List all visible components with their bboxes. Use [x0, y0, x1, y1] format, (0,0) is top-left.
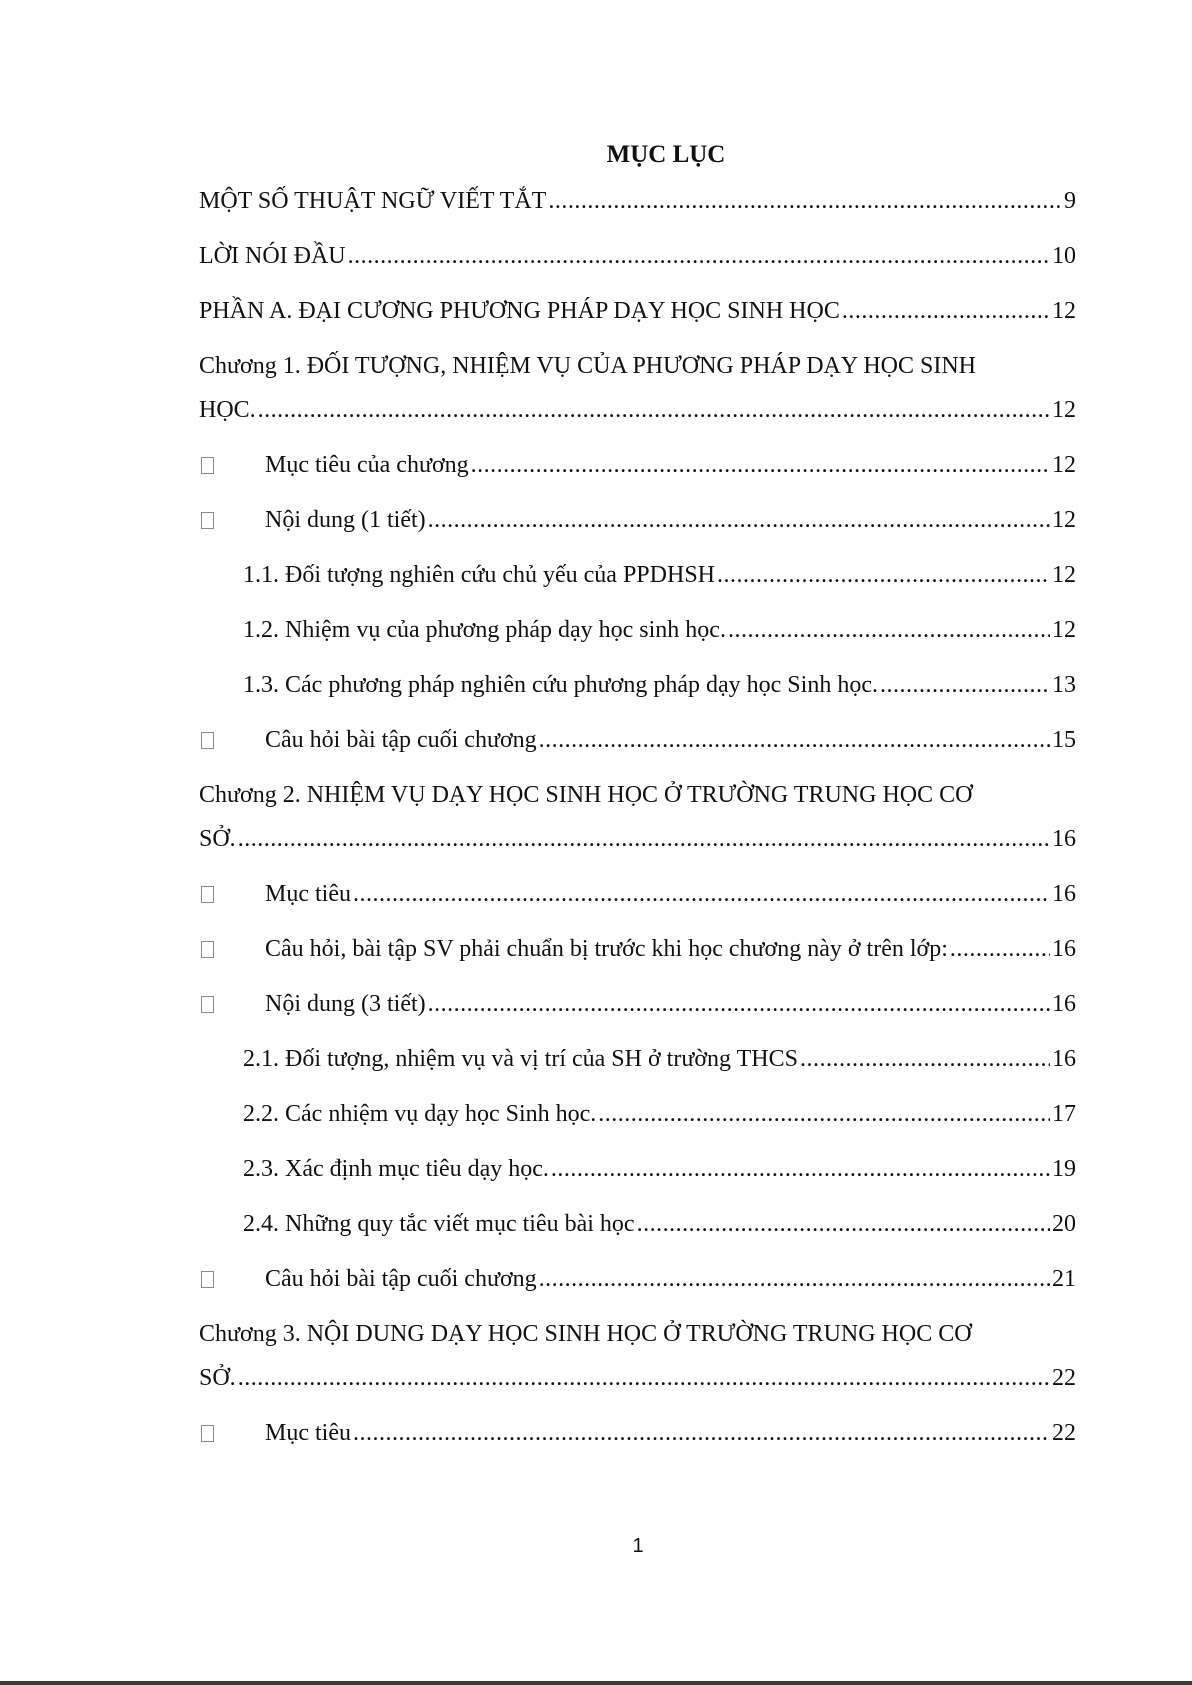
dot-leader [428, 502, 1050, 538]
toc-page-number: 13 [1052, 672, 1076, 698]
toc-entry-1-2[interactable] [199, 612, 1076, 667]
toc-entry-text-end: SỞ. [199, 1365, 236, 1391]
toc-entry-chapter-1[interactable] [199, 348, 1076, 447]
toc-entry-continuation [199, 392, 1076, 428]
toc-page-number: 17 [1052, 1101, 1076, 1127]
toc-entry-text: LỜI NÓI ĐẦU [199, 243, 346, 269]
dot-leader [539, 1261, 1050, 1297]
toc-page-number: 21 [1052, 1266, 1076, 1292]
toc-entry-text: Nội dung (3 tiết) [265, 991, 426, 1017]
toc-page-number: 19 [1052, 1156, 1076, 1182]
toc-entry-text: 1.1. Đối tượng nghiên cứu chủ yếu của PPDHSH [243, 562, 715, 588]
dot-leader [728, 612, 1050, 648]
toc-title: MỤC LỤC [606, 141, 726, 168]
toc-entry-continuation [199, 1360, 1076, 1396]
toc-entry-continuation [199, 821, 1076, 857]
toc-page-number: 16 [1052, 826, 1076, 852]
toc-entry-ch2-content[interactable] [199, 986, 1076, 1041]
toc-entry-ch2-questions[interactable] [199, 1261, 1076, 1316]
toc-page-number: 12 [1052, 452, 1076, 478]
toc-entry-ch1-questions[interactable] [199, 722, 1076, 777]
toc-entry-text: Câu hỏi bài tập cuối chương [265, 727, 537, 753]
toc-entry-ch1-objectives[interactable] [199, 447, 1076, 502]
toc-entry-1-1[interactable] [199, 557, 1076, 612]
bullet-box-icon [201, 732, 214, 749]
toc-entry-text: 2.3. Xác định mục tiêu dạy học. [243, 1156, 549, 1182]
toc-entry-text: 2.1. Đối tượng, nhiệm vụ và vị trí của SH ở trường THCS [243, 1046, 798, 1072]
toc-page-number: 16 [1052, 936, 1076, 962]
dot-leader [637, 1206, 1050, 1242]
page-bottom-edge [0, 1681, 1192, 1685]
bullet-box-icon [201, 1425, 214, 1442]
dot-leader [548, 183, 1062, 219]
dot-leader [238, 1360, 1050, 1396]
bullet-box-icon [201, 941, 214, 958]
toc-page-number: 9 [1064, 188, 1076, 214]
bullet-box-icon [201, 886, 214, 903]
toc-entry-text: Mục tiêu của chương [265, 452, 469, 478]
dot-leader [880, 667, 1050, 703]
dot-leader [842, 293, 1050, 329]
dot-leader [598, 1096, 1050, 1132]
toc-entry-chapter-2[interactable] [199, 777, 1076, 876]
dot-leader [471, 447, 1050, 483]
toc-page-number: 12 [1052, 298, 1076, 324]
toc-entry-text: MỘT SỐ THUẬT NGỮ VIẾT TẮT [199, 188, 547, 214]
toc-entry-text: 2.2. Các nhiệm vụ dạy học Sinh học. [243, 1101, 597, 1127]
toc-page-number: 12 [1052, 507, 1076, 533]
toc-entry-ch1-content[interactable] [199, 502, 1076, 557]
toc-entry-text: Chương 3. NỘI DUNG DẠY HỌC SINH HỌC Ở TRƯỜNG TRUNG HỌC CƠ [199, 1321, 972, 1347]
toc-page-number: 16 [1052, 881, 1076, 907]
toc-entry-text-end: SỞ. [199, 826, 236, 852]
toc-entry-text: 1.2. Nhiệm vụ của phương pháp dạy học sinh học. [243, 617, 726, 643]
toc-entry-2-3[interactable] [199, 1151, 1076, 1206]
toc-entry-text: Mục tiêu [265, 1420, 351, 1446]
dot-leader [800, 1041, 1050, 1077]
dot-leader [353, 876, 1050, 912]
dot-leader [353, 1415, 1050, 1451]
toc-page-number: 16 [1052, 1046, 1076, 1072]
toc-entry-2-1[interactable] [199, 1041, 1076, 1096]
toc-page-number: 22 [1052, 1365, 1076, 1391]
toc-page-number: 12 [1052, 562, 1076, 588]
toc-entry-ch2-preparation[interactable] [199, 931, 1076, 986]
toc-entry-text: 2.4. Những quy tắc viết mục tiêu bài học [243, 1211, 635, 1237]
toc-page-number: 12 [1052, 397, 1076, 423]
dot-leader [428, 986, 1050, 1022]
toc-entry-abbreviations[interactable] [199, 183, 1076, 238]
dot-leader [238, 821, 1050, 857]
bullet-box-icon [201, 1271, 214, 1288]
toc-entry-2-4[interactable] [199, 1206, 1076, 1261]
toc-entry-text: Mục tiêu [265, 881, 351, 907]
toc-page-number: 20 [1052, 1211, 1076, 1237]
toc-entry-text: Chương 2. NHIỆM VỤ DẠY HỌC SINH HỌC Ở TRƯỜNG TRUNG HỌC CƠ [199, 782, 973, 808]
toc-page-number: 22 [1052, 1420, 1076, 1446]
toc-entry-2-2[interactable] [199, 1096, 1076, 1151]
toc-entry-text: 1.3. Các phương pháp nghiên cứu phương pháp dạy học Sinh học. [243, 672, 878, 698]
toc-entry-text: Nội dung (1 tiết) [265, 507, 426, 533]
dot-leader [348, 238, 1050, 274]
dot-leader [551, 1151, 1050, 1187]
toc-entry-ch3-objectives[interactable] [199, 1415, 1076, 1470]
dot-leader [258, 392, 1050, 428]
bullet-box-icon [201, 996, 214, 1013]
toc-page-number: 15 [1052, 727, 1076, 753]
bullet-box-icon [201, 512, 214, 529]
dot-leader [950, 931, 1050, 967]
toc-entry-text: Câu hỏi, bài tập SV phải chuẩn bị trước khi học chương này ở trên lớp: [265, 936, 948, 962]
toc-entry-part-a[interactable] [199, 293, 1076, 348]
toc-entry-1-3[interactable] [199, 667, 1076, 722]
bullet-box-icon [201, 457, 214, 474]
dot-leader [717, 557, 1050, 593]
toc-entry-text-end: HỌC. [199, 397, 256, 423]
toc-entry-preface[interactable] [199, 238, 1076, 293]
dot-leader [539, 722, 1050, 758]
toc-page-number: 16 [1052, 991, 1076, 1017]
toc-entry-ch2-objectives[interactable] [199, 876, 1076, 931]
toc-entry-chapter-3[interactable] [199, 1316, 1076, 1415]
table-of-contents [199, 183, 1076, 1470]
toc-entry-text: Câu hỏi bài tập cuối chương [265, 1266, 537, 1292]
toc-entry-text: Chương 1. ĐỐI TƯỢNG, NHIỆM VỤ CỦA PHƯƠNG PHÁP DẠY HỌC SINH [199, 353, 976, 379]
toc-page-number: 12 [1052, 617, 1076, 643]
toc-page-number: 10 [1052, 243, 1076, 269]
page-number: 1 [632, 1535, 644, 1557]
toc-entry-text: PHẦN A. ĐẠI CƯƠNG PHƯƠNG PHÁP DẠY HỌC SINH HỌC [199, 298, 840, 324]
